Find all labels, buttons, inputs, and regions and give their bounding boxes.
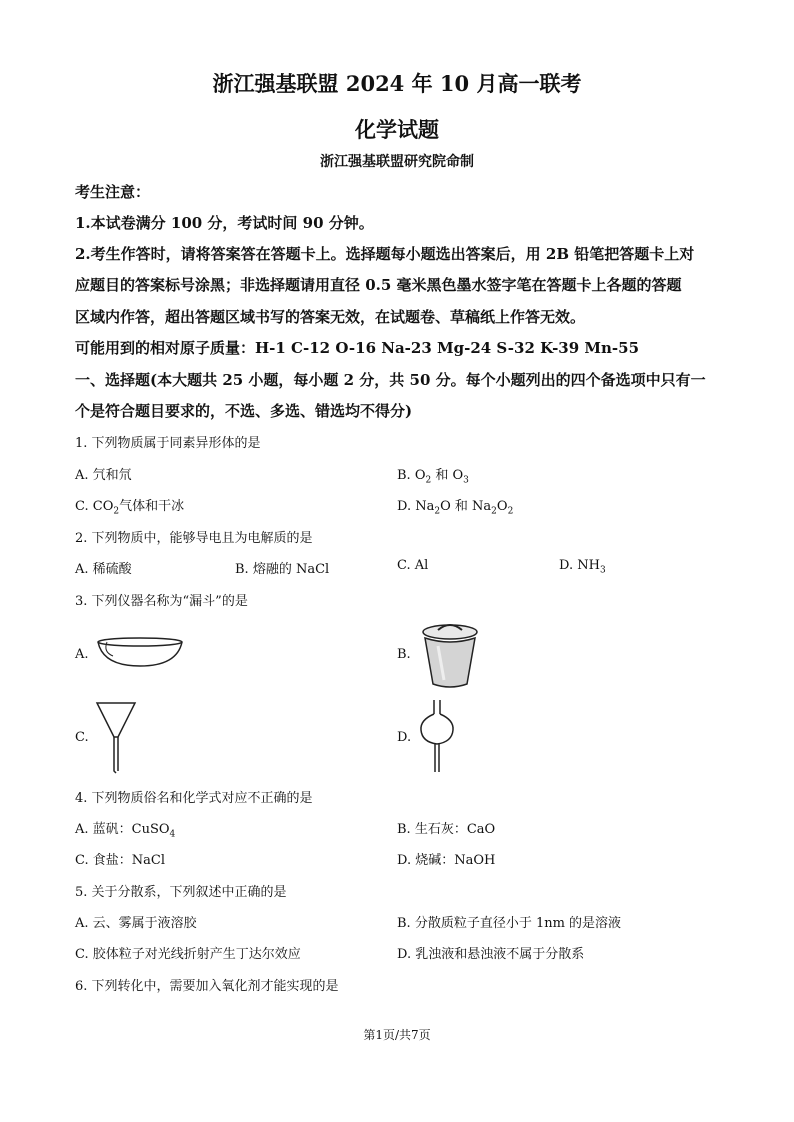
question-5-option-a: A. 云、雾属于液溶胶 [75,916,197,931]
question-2-stem: 2. 下列物质中，能够导电且为电解质的是 [75,531,313,546]
funnel-icon [95,701,137,775]
subject-title: 化学试题 [355,117,439,142]
question-4-option-a: A. 蓝矾：CuSO$_4$ [75,822,176,840]
org-line: 浙江强基联盟研究院命制 [320,154,474,170]
atomic-masses: 可能用到的相对原子质量：H-1 C-12 O-16 Na-23 Mg-24 S-32 K-39 Mn-55 [75,339,640,357]
question-2-option-b: B. 熔融的 NaCl [235,562,330,577]
evaporating-dish-icon [95,636,185,670]
question-1-stem: 1. 下列物质属于同素异形体的是 [75,436,261,451]
exam-title: 浙江强基联盟 2024 年 10 月高一联考 [212,71,582,96]
question-4-option-c: C. 食盐：NaCl [75,853,165,868]
notice-item-2-line-2: 应题目的答案标号涂黑；非选择题请用直径 0.5 毫米黑色墨水签字笔在答题卡上各题的答题 [75,276,682,294]
question-2-option-c: C. Al [397,558,429,573]
section-heading-line-1: 一、选择题(本大题共 25 小题，每小题 2 分，共 50 分。每个小题列出的四个备选项中只有一 [75,371,706,389]
question-3-option-a-label: A. [75,647,89,662]
notice-heading: 考生注意： [75,183,151,201]
question-3-option-d-label: D. [397,730,412,745]
question-1-option-c: C. $CO_2$气体和干冰 [75,499,185,517]
question-3-option-c-label: C. [75,730,89,745]
question-4-option-b: B. 生石灰：CaO [397,822,496,837]
notice-item-2-line-1: 2.考生作答时，请将答案答在答题卡上。选择题每小题选出答案后，用 2B 铅笔把答题卡上对 [75,245,695,263]
question-6-stem: 6. 下列转化中，需要加入氧化剂才能实现的是 [75,979,339,994]
question-2-option-a: A. 稀硫酸 [75,562,132,577]
question-2-option-d: D. $NH_3$ [559,558,606,576]
notice-item-1: 1.本试卷满分 100 分，考试时间 90 分钟。 [75,214,374,232]
crucible-icon [418,618,482,692]
question-1-option-d: D. $Na_2O$ 和 $Na_2O_2$ [397,499,514,517]
separatory-funnel-icon [417,698,457,774]
question-5-option-d: D. 乳浊液和悬浊液不属于分散系 [397,947,585,962]
question-3-stem: 3. 下列仪器名称为“漏斗”的是 [75,594,248,609]
question-3-option-b-label: B. [397,647,411,662]
question-1-option-a: A. 氕和氘 [75,468,132,483]
question-4-stem: 4. 下列物质俗名和化学式对应不正确的是 [75,791,313,806]
question-1-option-b: B. $O_2$ 和 $O_3$ [397,468,469,486]
question-5-option-c: C. 胶体粒子对光线折射产生丁达尔效应 [75,947,301,962]
question-5-option-b: B. 分散质粒子直径小于 1nm 的是溶液 [397,916,622,931]
page-footer: 第1页/共7页 [363,1028,431,1042]
question-5-stem: 5. 关于分散系，下列叙述中正确的是 [75,885,287,900]
question-4-option-d: D. 烧碱：NaOH [397,853,496,868]
notice-item-2-line-3: 区域内作答，超出答题区域书写的答案无效，在试题卷、草稿纸上作答无效。 [75,308,586,326]
section-heading-line-2: 个是符合题目要求的，不选、多选、错选均不得分) [75,402,413,420]
